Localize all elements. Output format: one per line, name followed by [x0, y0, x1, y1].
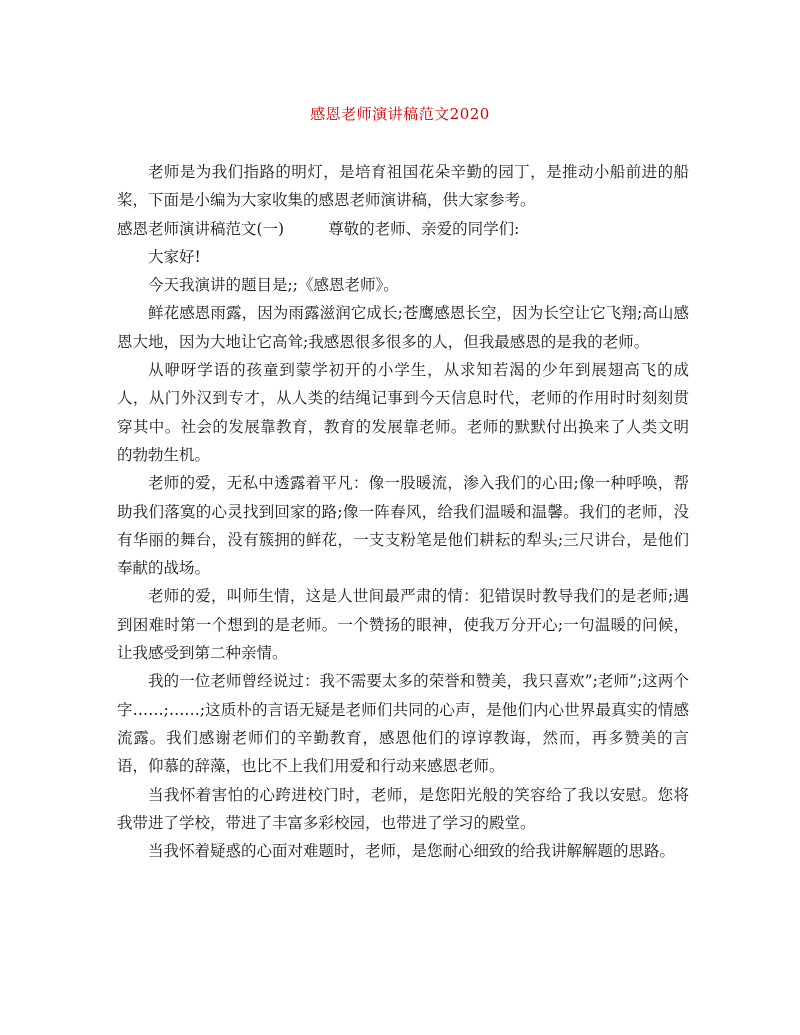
paragraph: 我的一位老师曾经说过：我不需要太多的荣誉和赞美，我只喜欢”;老师”;这两个字……;……;这质朴的言语无疑是老师们共同的心声，是他们内心世界最真实的情感流露。我们感谢老师们的辛勤教育，感恩他们的谆谆教诲，然而，再多赞美的言语，仰慕的辞藻，也比不上我们用爱和行动来感恩老师。: [117, 672, 689, 776]
document-body: [117, 158, 689, 865]
document-title: 感恩老师演讲稿范文2020: [310, 105, 490, 123]
paragraph: 当我怀着疑惑的心面对难题时，老师，是您耐心细致的给我讲解解题的思路。: [148, 842, 676, 861]
paragraph: 从咿呀学语的孩童到蒙学初开的小学生，从求知若渴的少年到展翅高飞的成人，从门外汉到专才，从人类的结绳记事到今天信息时代，老师的作用时时刻刻贯穿其中。社会的发展靠教育，教育的发展靠老师。老师的默默付出换来了人类文明的勃勃生机。: [117, 361, 689, 464]
section-heading-line: [117, 215, 689, 243]
intro-paragraph: 老师是为我们指路的明灯，是培育祖国花朵辛勤的园丁，是推动小船前进的船桨，下面是小编为大家收集的感恩老师演讲稿，供大家参考。: [117, 163, 689, 210]
paragraph: 当我怀着害怕的心跨进校门时，老师，是您阳光般的笑容给了我以安慰。您将我带进了学校，带进了丰富多彩校园，也带进了学习的殿堂。: [117, 785, 689, 832]
paragraph: 老师的爱，叫师生情，这是人世间最严肃的情：犯错误时教导我们的是老师;遇到困难时第一个想到的是老师。一个赞扬的眼神，使我万分开心;一句温暖的问候，让我感受到第二种亲情。: [117, 587, 689, 663]
paragraph: 大家好!: [148, 247, 201, 266]
paragraph: 老师的爱，无私中透露着平凡：像一股暖流，渗入我们的心田;像一种呼唤，帮助我们落寞的心灵找到回家的路;像一阵春风，给我们温暖和温馨。我们的老师，没有华丽的舞台，没有簇拥的鲜花，一支支粉笔是他们耕耘的犁头;三尺讲台，是他们奉献的战场。: [117, 474, 689, 578]
salutation: 尊敬的老师、亲爱的同学们:: [328, 219, 520, 238]
paragraph: 今天我演讲的题目是;;《感恩老师》。: [148, 276, 399, 295]
section-heading: 感恩老师演讲稿范文(一): [117, 219, 285, 238]
paragraph: 鲜花感恩雨露，因为雨露滋润它成长;苍鹰感恩长空，因为长空让它飞翔;高山感恩大地，因为大地让它高耸;我感恩很多很多的人，但我最感恩的是我的老师。: [117, 304, 689, 351]
